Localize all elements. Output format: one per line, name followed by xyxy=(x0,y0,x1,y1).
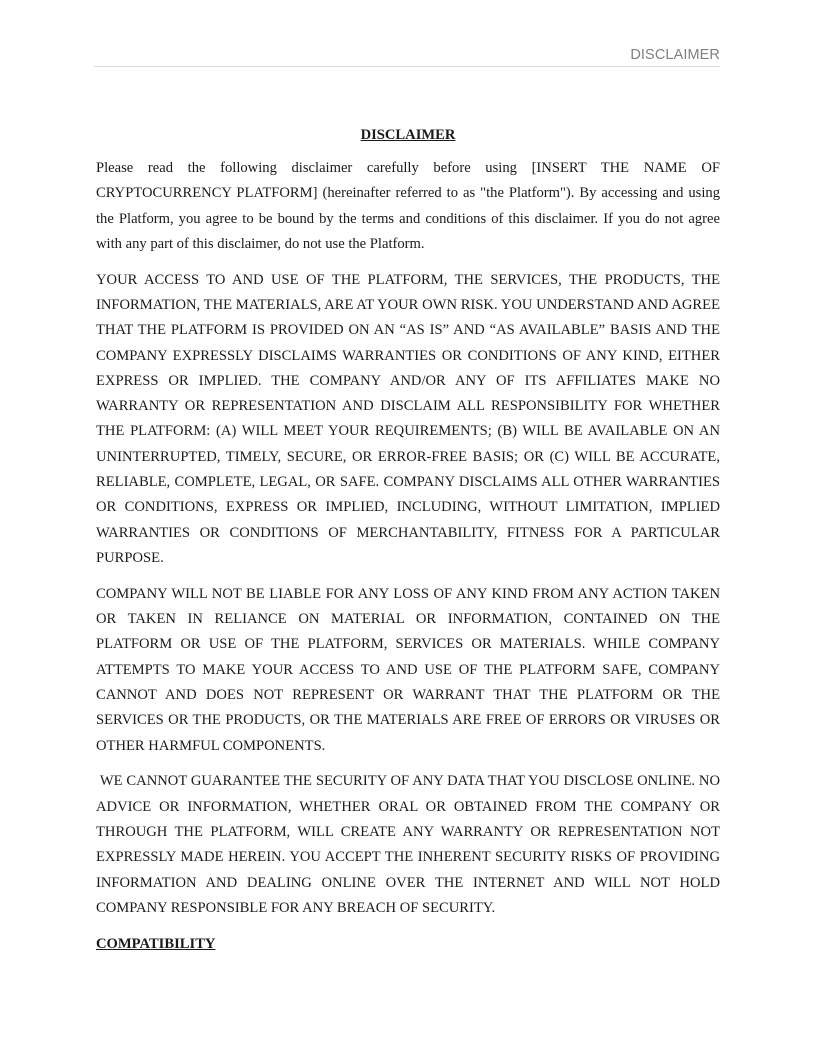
intro-paragraph: Please read the following disclaimer carefully before using [INSERT THE NAME OF CRYPTOCURRENCY PLATFORM] (hereinafter referred to as "the Platform"). By accessing and using the Platform, you agree to be bound by the terms and conditions of this disclaimer. If you do not agree with any part of this disclaimer, do not use the Platform. xyxy=(96,160,720,252)
running-header xyxy=(94,47,720,67)
risk-paragraph: YOUR ACCESS TO AND USE OF THE PLATFORM, THE SERVICES, THE PRODUCTS, THE INFORMATION, THE MATERIALS, ARE AT YOUR OWN RISK. YOU UNDERSTAND AND AGREE THAT THE PLATFORM IS PROVIDED ON AN “AS IS” AND “AS AVAILABLE” BASIS AND THE COMPANY EXPRESSLY DISCLAIMS WARRANTIES OR CONDITIONS OF ANY KIND, EITHER EXPRESS OR IMPLIED. THE COMPANY AND/OR ANY OF ITS AFFILIATES MAKE NO WARRANTY OR REPRESENTATION AND DISCLAIM ALL RESPONSIBILITY FOR WHETHER THE PLATFORM: (A) WILL MEET YOUR REQUIREMENTS; (B) WILL BE AVAILABLE ON AN UNINTERRUPTED, TIMELY, SECURE, OR ERROR-FREE BASIS; OR (C) WILL BE ACCURATE, RELIABLE, COMPLETE, LEGAL, OR SAFE. COMPANY DISCLAIMS ALL OTHER WARRANTIES OR CONDITIONS, EXPRESS OR IMPLIED, INCLUDING, WITHOUT LIMITATION, IMPLIED WARRANTIES OR CONDITIONS OF MERCHANTABILITY, FITNESS FOR A PARTICULAR PURPOSE. xyxy=(96,271,720,566)
section-heading-compatibility: COMPATIBILITY xyxy=(96,935,216,952)
document-title: DISCLAIMER xyxy=(360,127,456,143)
running-header-title: DISCLAIMER xyxy=(630,47,720,63)
security-paragraph: WE CANNOT GUARANTEE THE SECURITY OF ANY DATA THAT YOU DISCLOSE ONLINE. NO ADVICE OR INFORMATION, WHETHER ORAL OR OBTAINED FROM THE COMPANY OR THROUGH THE PLATFORM, WILL CREATE ANY WARRANTY OR REPRESENTATION NOT EXPRESSLY MADE HEREIN. YOU ACCEPT THE INHERENT SECURITY RISKS OF PROVIDING INFORMATION AND DEALING ONLINE OVER THE INTERNET AND WILL NOT HOLD COMPANY RESPONSIBLE FOR ANY BREACH OF SECURITY. xyxy=(96,773,724,916)
document-body xyxy=(96,124,724,956)
liability-paragraph: COMPANY WILL NOT BE LIABLE FOR ANY LOSS OF ANY KIND FROM ANY ACTION TAKEN OR TAKEN IN RELIANCE ON MATERIAL OR INFORMATION, CONTAINED ON THE PLATFORM OR USE OF THE PLATFORM, SERVICES OR MATERIALS. WHILE COMPANY ATTEMPTS TO MAKE YOUR ACCESS TO AND USE OF THE PLATFORM SAFE, COMPANY CANNOT AND DOES NOT REPRESENT OR WARRANT THAT THE PLATFORM OR THE SERVICES OR THE PRODUCTS, OR THE MATERIALS ARE FREE OF ERRORS OR VIRUSES OR OTHER HARMFUL COMPONENTS. xyxy=(96,585,720,754)
